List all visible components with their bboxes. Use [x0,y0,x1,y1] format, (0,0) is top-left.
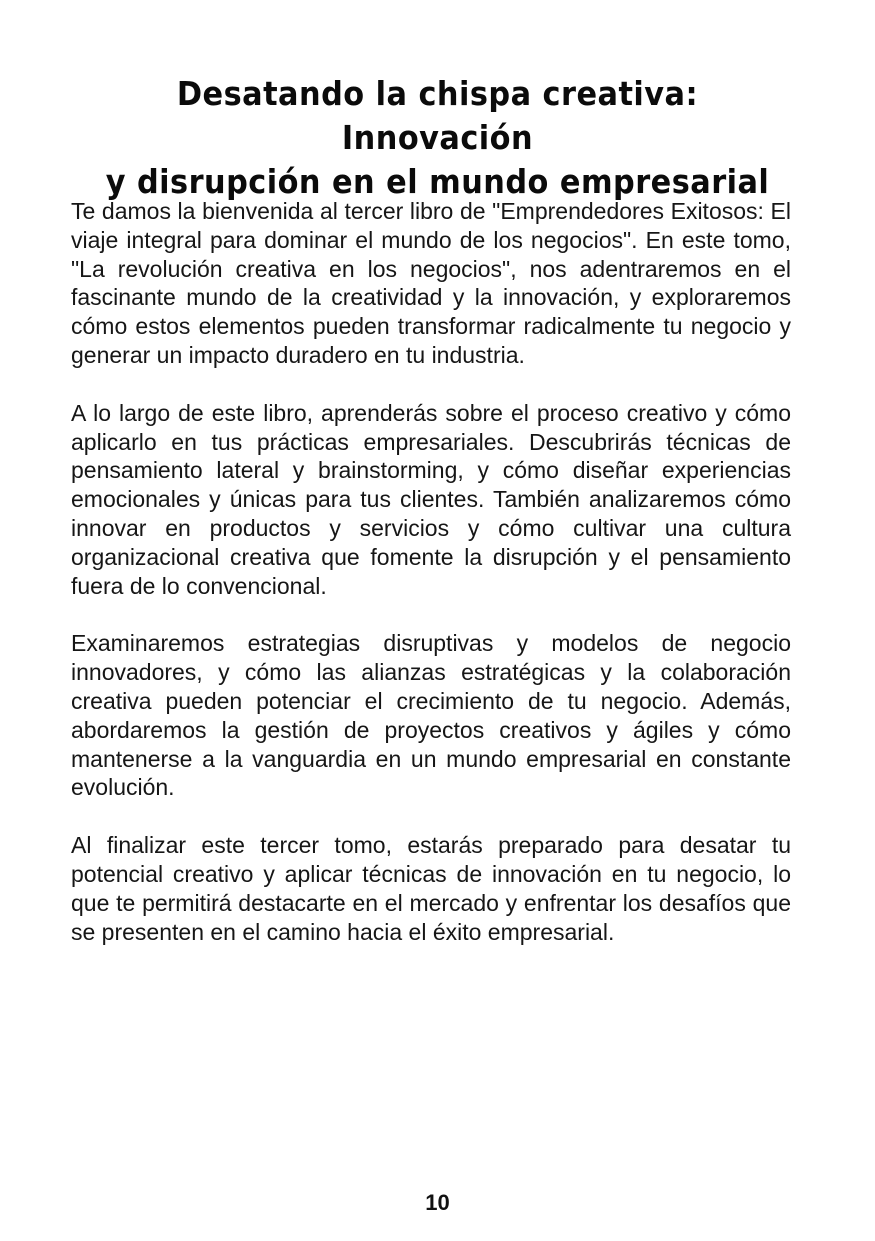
paragraph-2: A lo largo de este libro, aprenderás sobre el proceso creativo y cómo aplicarlo en tus prácticas empresariales. Descubrirás técnicas de pensamiento lateral y brainstorming, y cómo diseñar experiencias emocionales y únicas para tus clientes. También analizaremos cómo innovar en productos y servicios y cómo cultivar una cultura organizacional creativa que fomente la disrupción y el pensamiento fuera de lo convencional. [71,399,791,599]
title-line-1: Desatando la chispa creativa: Innovación [176,74,699,157]
title-line-2: y disrupción en el mundo empresarial [105,162,770,201]
page-number: 10 [425,1190,450,1215]
paragraph-3: Examinaremos estrategias disruptivas y modelos de negocio innovadores, y cómo las alianzas estratégicas y la colaboración creativa pueden potenciar el crecimiento de tu negocio. Además, abordaremos la gestión de proyectos creativos y ágiles y cómo mantenerse a la vanguardia en un mundo empresarial en constante evolución. [71,630,791,801]
paragraph-1: Te damos la bienvenida al tercer libro de "Emprendedores Exitosos: El viaje integral para dominar el mundo de los negocios". En este tomo, "La revolución creativa en los negocios", nos adentraremos en el fascinante mundo de la creatividad y la innovación, y exploraremos cómo estos elementos pueden transformar radicalmente tu negocio y generar un impacto duradero en tu industria. [71,198,791,368]
page-title [90,72,785,204]
body-text [71,197,791,975]
paragraph-4: Al finalizar este tercer tomo, estarás preparado para desatar tu potencial creativo y aplicar técnicas de innovación en tu negocio, lo que te permitirá destacarte en el mercado y enfrentar los desafíos que se presenten en el camino hacia el éxito empresarial. [71,832,791,945]
